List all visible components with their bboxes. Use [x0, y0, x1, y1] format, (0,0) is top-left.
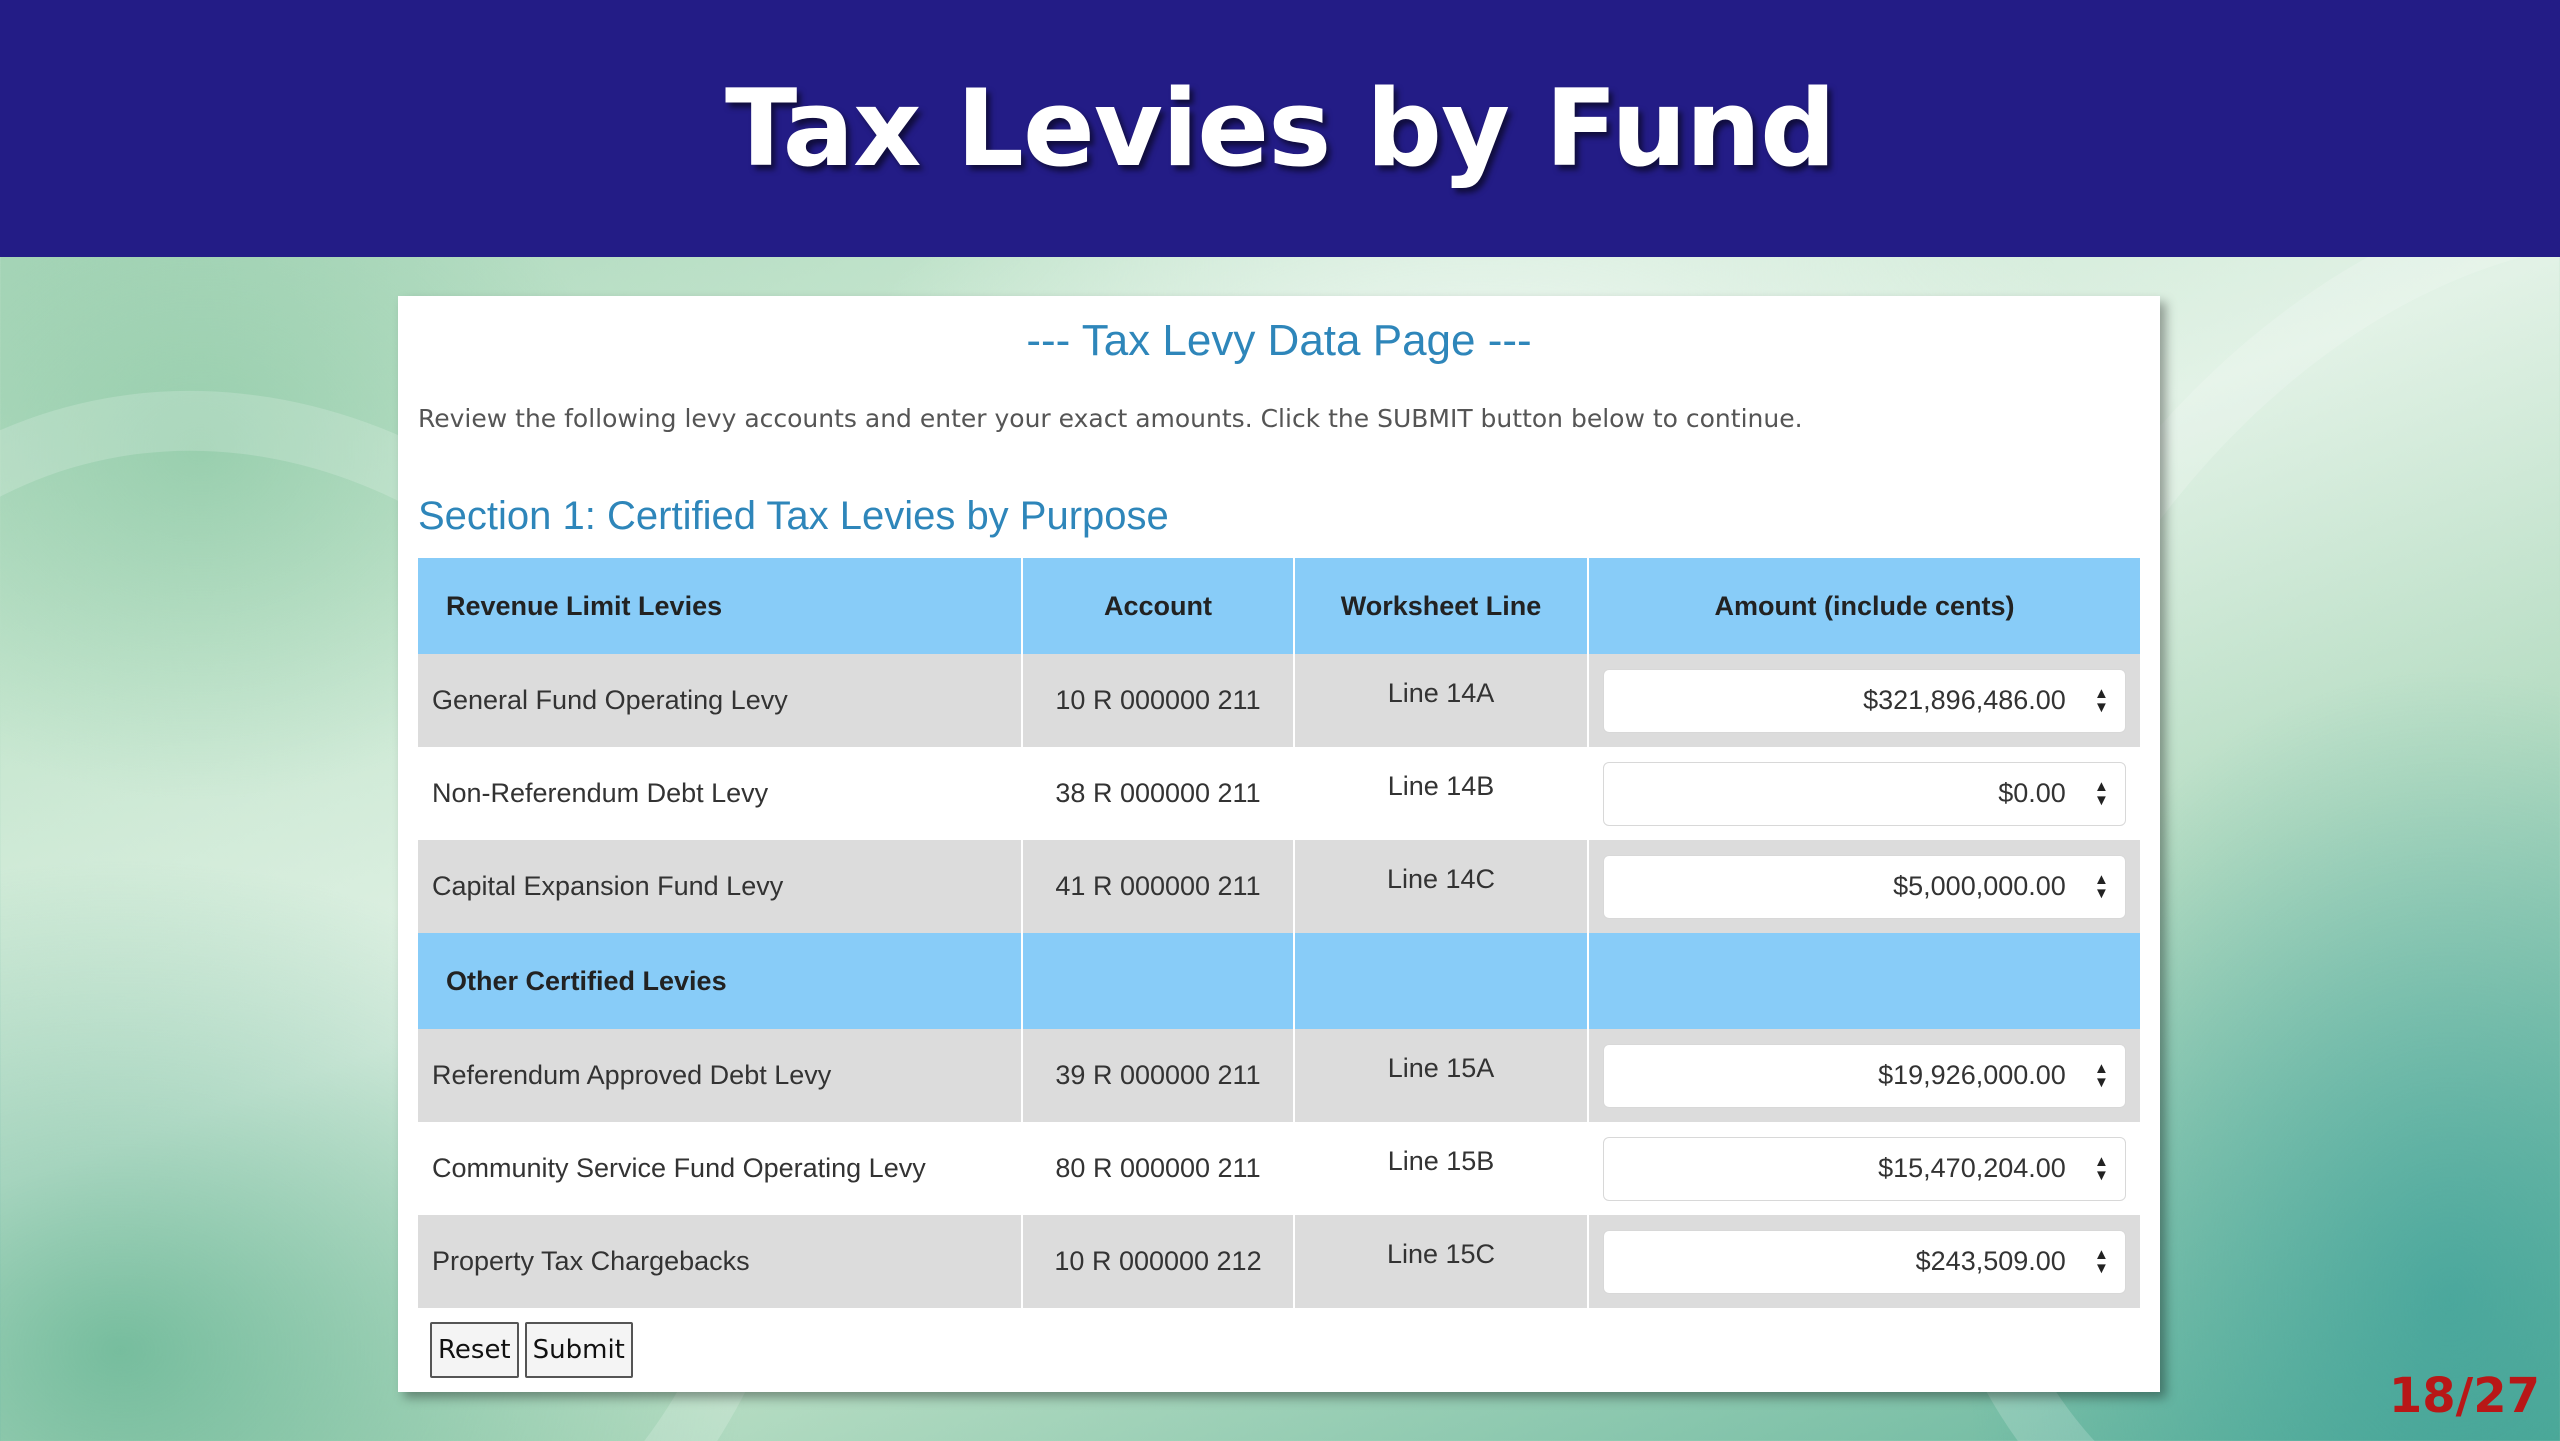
amount-input-box: [1603, 669, 2126, 733]
levy-amount-cell: [1588, 1029, 2140, 1122]
table-row: [418, 840, 2140, 933]
amount-input-box: [1603, 1230, 2126, 1294]
tax-levy-form-panel: [398, 296, 2160, 1392]
amount-input-box: [1603, 762, 2126, 826]
table-row: [418, 1215, 2140, 1308]
levy-account: 80 R 000000 211: [1022, 1122, 1294, 1215]
reset-button[interactable]: Reset: [430, 1322, 519, 1378]
levy-table: [418, 558, 2140, 1308]
levy-account: 10 R 000000 212: [1022, 1215, 1294, 1308]
table-row: [418, 747, 2140, 840]
table-group-row: [418, 933, 2140, 1029]
levy-name: Capital Expansion Fund Levy: [418, 840, 1022, 933]
spinner-icon[interactable]: ▲ ▼: [2093, 1059, 2109, 1091]
levy-amount-cell: [1588, 747, 2140, 840]
levy-worksheet-line: Line 15A: [1294, 1029, 1588, 1122]
slide-title: Tax Levies by Fund: [724, 67, 1835, 190]
levy-worksheet-line: Line 15C: [1294, 1215, 1588, 1308]
amount-input[interactable]: [1604, 1060, 2092, 1091]
levy-worksheet-line: Line 15B: [1294, 1122, 1588, 1215]
amount-input[interactable]: [1604, 685, 2092, 716]
amount-input-box: [1603, 1137, 2126, 1201]
intro-text: Review the following levy accounts and enter your exact amounts. Click the SUBMIT button below to continue.: [418, 404, 1803, 433]
amount-input[interactable]: [1604, 1153, 2092, 1184]
levy-name: Property Tax Chargebacks: [418, 1215, 1022, 1308]
levy-account: 39 R 000000 211: [1022, 1029, 1294, 1122]
levy-worksheet-line: Line 14B: [1294, 747, 1588, 840]
spinner-icon[interactable]: ▲ ▼: [2093, 1152, 2109, 1184]
column-header-revenue-limit-levies: Revenue Limit Levies: [418, 558, 1022, 654]
levy-account: 38 R 000000 211: [1022, 747, 1294, 840]
levy-name: Community Service Fund Operating Levy: [418, 1122, 1022, 1215]
page-heading: --- Tax Levy Data Page ---: [1026, 316, 1532, 365]
levy-name: Non-Referendum Debt Levy: [418, 747, 1022, 840]
table-row: [418, 1122, 2140, 1215]
amount-input-box: [1603, 1044, 2126, 1108]
amount-input[interactable]: [1604, 871, 2092, 902]
levy-amount-cell: [1588, 654, 2140, 747]
spinner-icon[interactable]: ▲ ▼: [2093, 684, 2109, 716]
levy-worksheet-line: Line 14C: [1294, 840, 1588, 933]
form-buttons: [430, 1322, 633, 1378]
column-header-account: Account: [1022, 558, 1294, 654]
slide-page-number: 18/27: [2388, 1368, 2540, 1424]
spinner-icon[interactable]: ▲ ▼: [2093, 777, 2109, 809]
column-header-worksheet-line: Worksheet Line: [1294, 558, 1588, 654]
levy-amount-cell: [1588, 1215, 2140, 1308]
levy-amount-cell: [1588, 1122, 2140, 1215]
table-row: [418, 654, 2140, 747]
levy-account: 41 R 000000 211: [1022, 840, 1294, 933]
levy-name: Referendum Approved Debt Levy: [418, 1029, 1022, 1122]
group-header-other-certified-levies: Other Certified Levies: [418, 933, 1022, 1029]
spinner-icon[interactable]: ▲ ▼: [2093, 870, 2109, 902]
group-header-empty: [1022, 933, 1294, 1029]
levy-account: 10 R 000000 211: [1022, 654, 1294, 747]
submit-button[interactable]: Submit: [525, 1322, 633, 1378]
table-header-row: [418, 558, 2140, 654]
column-header-amount: Amount (include cents): [1588, 558, 2140, 654]
levy-name: General Fund Operating Levy: [418, 654, 1022, 747]
section-title: Section 1: Certified Tax Levies by Purpose: [418, 494, 1169, 538]
amount-input-box: [1603, 855, 2126, 919]
levy-worksheet-line: Line 14A: [1294, 654, 1588, 747]
group-header-empty: [1588, 933, 2140, 1029]
amount-input[interactable]: [1604, 778, 2092, 809]
table-row: [418, 1029, 2140, 1122]
spinner-icon[interactable]: ▲ ▼: [2093, 1245, 2109, 1277]
amount-input[interactable]: [1604, 1246, 2092, 1277]
group-header-empty: [1294, 933, 1588, 1029]
slide-header: [0, 0, 2560, 257]
levy-amount-cell: [1588, 840, 2140, 933]
